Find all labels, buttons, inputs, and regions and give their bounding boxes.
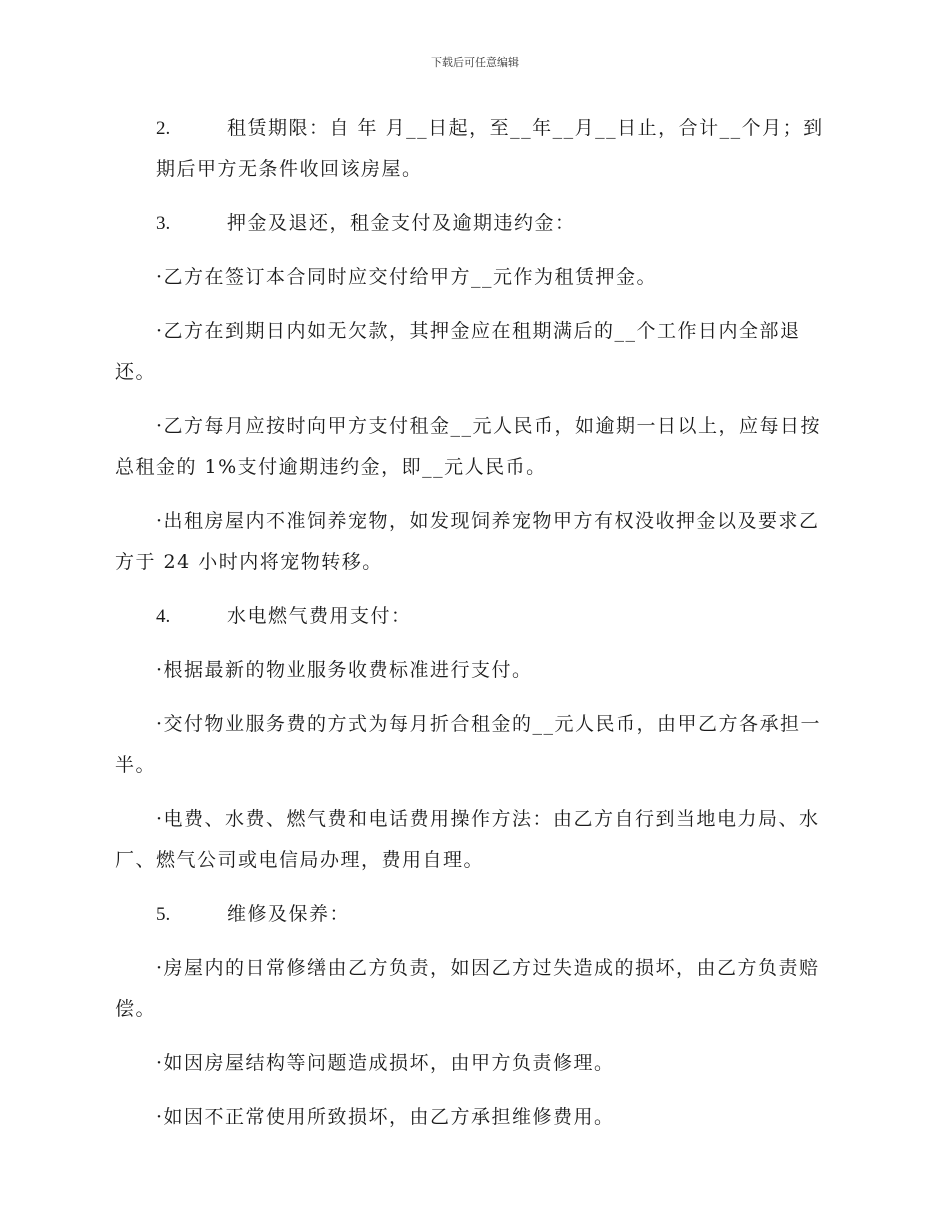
bullet-item: ·出租房屋内不准饲养宠物，如发现饲养宠物甲方有权没收押金以及要求乙方于 24 小时内将宠物转移。 [115, 510, 820, 573]
clause-5 [115, 894, 825, 935]
document-body [115, 108, 825, 1151]
clause-number: 5. [156, 904, 171, 925]
bullet-item: ·如因房屋结构等问题造成损坏，由甲方负责修理。 [156, 1052, 615, 1074]
clause-text: 水电燃气费用支付： [227, 605, 412, 627]
clause-3 [115, 203, 825, 244]
clause-number: 4. [156, 606, 171, 627]
bullet-item: ·如因不正常使用所致损坏，由乙方承担维修费用。 [156, 1106, 615, 1128]
clause-text: 押金及退还，租金支付及逾期违约金： [227, 212, 576, 234]
bullet-item: ·乙方每月应按时向甲方支付租金__元人民币，如逾期一日以上，应每日按总租金的 1%支付逾期违约金，即__元人民币。 [115, 415, 822, 478]
bullet-item: ·房屋内的日常修缮由乙方负责，如因乙方过失造成的损坏，由乙方负责赔偿。 [115, 957, 820, 1020]
bullet-item: ·乙方在签订本合同时应交付给甲方__元作为租赁押金。 [156, 266, 658, 288]
bullet-item: ·根据最新的物业服务收费标准进行支付。 [156, 659, 533, 681]
clause-2 [115, 108, 825, 190]
page-header: 下载后可任意编辑 [431, 56, 519, 69]
clause-number: 3. [156, 213, 171, 234]
bullet-item: ·电费、水费、燃气费和电话费用操作方法：由乙方自行到当地电力局、水厂、燃气公司或电信局办理，费用自理。 [115, 808, 820, 871]
bullet-item: ·交付物业服务费的方式为每月折合租金的__元人民币，由甲乙方各承担一半。 [115, 713, 822, 776]
bullet-item: ·乙方在到期日内如无欠款，其押金应在租期满后的__个工作日内全部退还。 [115, 320, 801, 383]
clause-text: 租赁期限：自 年 月__日起，至__年__月__日止，合计__个月；到期后甲方无条件收回该房屋。 [156, 117, 824, 180]
clause-number: 2. [156, 118, 171, 139]
clause-4 [115, 596, 825, 637]
clause-text: 维修及保养： [227, 903, 351, 925]
